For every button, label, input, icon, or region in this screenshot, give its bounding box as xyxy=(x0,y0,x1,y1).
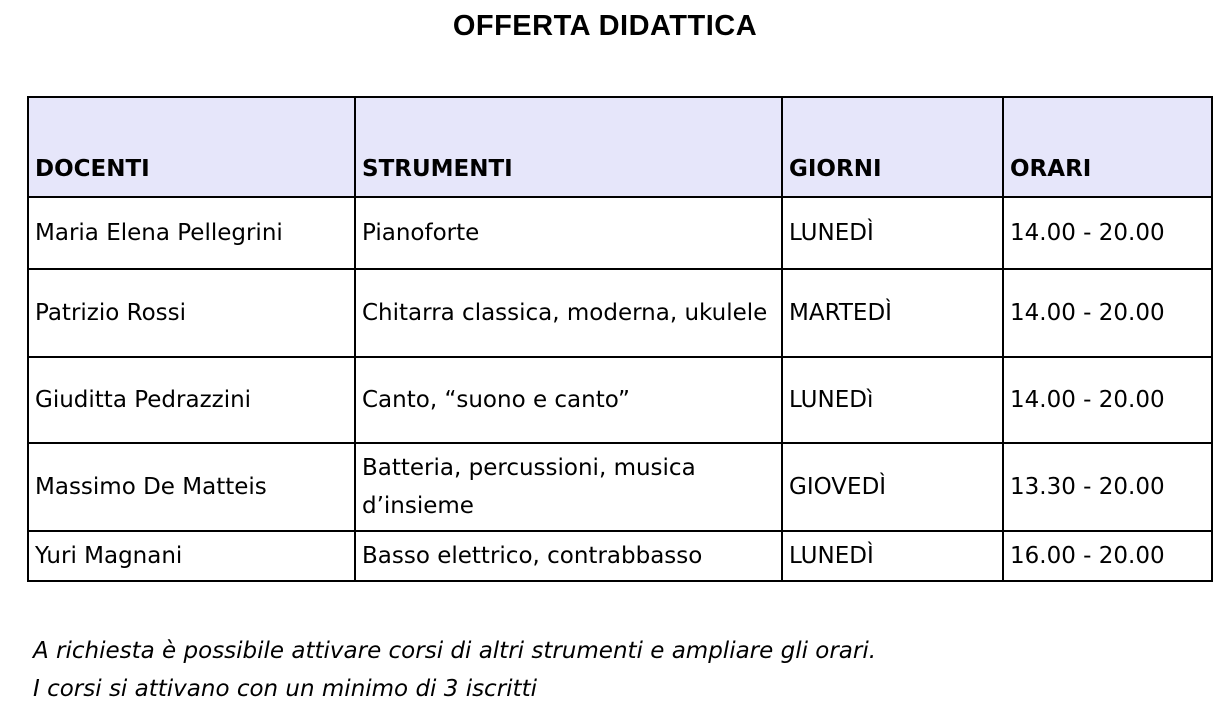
course-table xyxy=(27,96,1213,582)
table-row xyxy=(28,197,1212,269)
header-giorni: GIORNI xyxy=(782,97,1003,197)
table-row xyxy=(28,357,1212,443)
cell-teacher: Yuri Magnani xyxy=(28,531,355,581)
cell-day: LUNEDÌ xyxy=(782,531,1003,581)
page-title: OFFERTA DIDATTICA xyxy=(452,10,758,42)
footnote-minimum: I corsi si attivano con un minimo di 3 iscritti xyxy=(33,676,537,702)
footnote-request: A richiesta è possibile attivare corsi di altri strumenti e ampliare gli orari. xyxy=(33,638,877,664)
cell-hours: 13.30 - 20.00 xyxy=(1003,443,1212,531)
cell-hours: 14.00 - 20.00 xyxy=(1003,357,1212,443)
table-row xyxy=(28,443,1212,531)
cell-day: MARTEDÌ xyxy=(782,269,1003,357)
cell-day: GIOVEDÌ xyxy=(782,443,1003,531)
cell-instrument: Batteria, percussioni, musica d’insieme xyxy=(355,443,782,531)
cell-instrument: Chitarra classica, moderna, ukulele xyxy=(355,269,782,357)
cell-instrument: Pianoforte xyxy=(355,197,782,269)
table-row xyxy=(28,531,1212,581)
cell-hours: 14.00 - 20.00 xyxy=(1003,197,1212,269)
footnotes xyxy=(33,632,876,708)
cell-hours: 16.00 - 20.00 xyxy=(1003,531,1212,581)
cell-day: LUNEDÌ xyxy=(782,197,1003,269)
cell-teacher: Giuditta Pedrazzini xyxy=(28,357,355,443)
cell-teacher: Massimo De Matteis xyxy=(28,443,355,531)
table-header-row xyxy=(28,97,1212,197)
header-docenti: DOCENTI xyxy=(28,97,355,197)
cell-instrument: Basso elettrico, contrabbasso xyxy=(355,531,782,581)
cell-teacher: Maria Elena Pellegrini xyxy=(28,197,355,269)
cell-hours: 14.00 - 20.00 xyxy=(1003,269,1212,357)
header-orari: ORARI xyxy=(1003,97,1212,197)
cell-day: LUNEDì xyxy=(782,357,1003,443)
table-row xyxy=(28,269,1212,357)
cell-instrument: Canto, “suono e canto” xyxy=(355,357,782,443)
cell-teacher: Patrizio Rossi xyxy=(28,269,355,357)
header-strumenti: STRUMENTI xyxy=(355,97,782,197)
